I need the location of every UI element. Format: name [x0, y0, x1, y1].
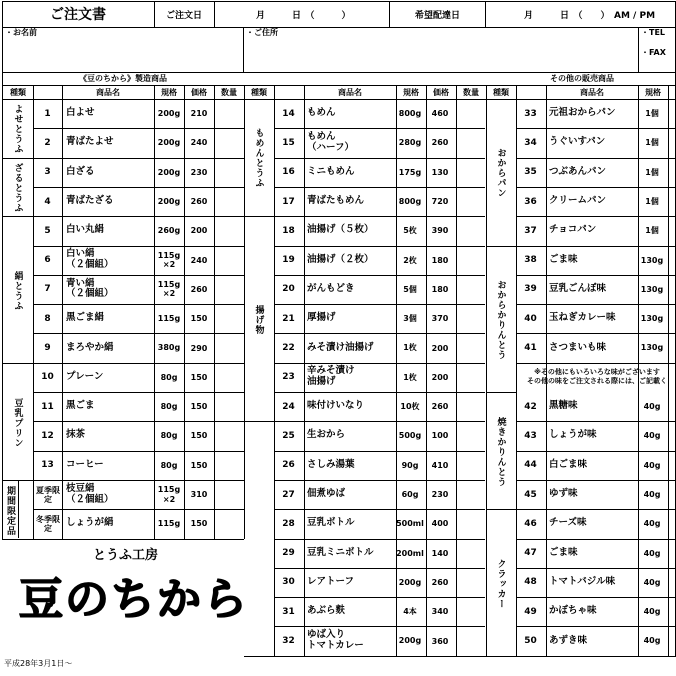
grid-vline: [546, 85, 547, 656]
product-price: 370: [431, 314, 449, 324]
product-spec: 40g: [643, 607, 661, 617]
grid-hline: [2, 539, 244, 540]
product-number: 2: [44, 137, 51, 148]
product-number: 29: [282, 548, 295, 559]
product-spec: 40g: [643, 489, 661, 499]
product-spec: 80g: [160, 460, 178, 470]
section-own-products: 《豆のちから》製造商品: [79, 74, 167, 83]
header-name-3: 商品名: [580, 88, 604, 97]
product-number: 13: [41, 460, 54, 471]
product-spec: 200g: [157, 109, 181, 119]
product-price: 230: [431, 490, 449, 500]
quantity-input[interactable]: [455, 275, 485, 304]
grid-vline: [638, 85, 639, 656]
product-spec: 280g: [398, 138, 422, 148]
product-price: 460: [431, 109, 449, 119]
header-price-2: 価格: [433, 88, 449, 97]
product-number: 1: [44, 108, 51, 119]
product-name: 黒糖味: [549, 400, 578, 412]
product-spec: 4本: [403, 607, 417, 617]
product-name: 黒ごま絹: [66, 312, 105, 324]
product-name: ミニもめん: [307, 165, 355, 177]
grid-vline: [244, 85, 245, 539]
product-spec: 40g: [643, 431, 661, 441]
product-number: 9: [44, 343, 51, 354]
product-number: 7: [44, 284, 51, 295]
product-spec: 2枚: [403, 255, 417, 265]
product-name: 黒ごま: [66, 400, 95, 412]
product-spec: 130g: [640, 284, 664, 294]
product-spec: 40g: [643, 460, 661, 470]
logo: [3, 541, 249, 657]
product-spec: 5枚: [403, 226, 417, 236]
quantity-input[interactable]: [455, 597, 485, 626]
product-spec: 80g: [160, 431, 178, 441]
product-number: 4: [44, 196, 51, 207]
address-field[interactable]: [246, 40, 636, 70]
grid-vline: [426, 85, 427, 656]
header-name: 商品名: [96, 88, 120, 97]
product-spec: 1個: [645, 196, 659, 206]
product-name: ごま味: [549, 546, 578, 558]
product-name: クリームパン: [549, 195, 607, 207]
quantity-input[interactable]: [455, 568, 485, 597]
quantity-input[interactable]: [214, 128, 244, 157]
quantity-input[interactable]: [455, 187, 485, 216]
product-spec: 500g: [398, 431, 422, 441]
header-spec: 規格: [161, 88, 177, 97]
group-okara-pan: おからパン: [495, 148, 506, 198]
product-spec: 200g: [157, 138, 181, 148]
product-price: 340: [431, 607, 449, 617]
product-name: 元祖おからパン: [549, 107, 616, 119]
product-spec: 1枚: [403, 372, 417, 382]
group-divider: [244, 216, 274, 217]
note-line-1: ※その他にもいろいろな味がございます: [534, 368, 660, 376]
section-other-products: その他の販売商品: [550, 74, 614, 83]
product-name: 枝豆絹 （２個組）: [66, 482, 114, 505]
header-name-2: 商品名: [338, 88, 362, 97]
product-number: 14: [282, 108, 295, 119]
product-price: 150: [190, 314, 208, 324]
product-number: 25: [282, 430, 295, 441]
product-name: コーヒー: [66, 458, 104, 470]
quantity-input[interactable]: [214, 480, 244, 509]
quantity-input[interactable]: [455, 128, 485, 157]
product-name: 白い丸絹: [66, 224, 105, 236]
product-number: 3: [44, 167, 51, 178]
address-label: ・ご住所: [246, 28, 278, 37]
product-name: さつまいも味: [549, 341, 607, 353]
group-divider: [33, 509, 62, 510]
product-price: 140: [431, 548, 449, 558]
product-number: 48: [524, 577, 537, 588]
product-name: プレーン: [66, 370, 104, 382]
product-name: みそ漬け油揚げ: [307, 341, 374, 353]
header-price: 価格: [191, 88, 207, 97]
product-name: トマトバジル味: [549, 575, 616, 587]
quantity-input[interactable]: [455, 509, 485, 538]
product-name: あずき味: [549, 634, 588, 646]
product-name: ゆず味: [549, 488, 578, 500]
product-spec: 130g: [640, 314, 664, 324]
product-number: 42: [524, 401, 537, 412]
product-name: しょうが味: [549, 429, 597, 441]
group-winter: 冬季限定: [36, 515, 60, 533]
grid-vline: [516, 85, 517, 656]
quantity-input[interactable]: [455, 216, 485, 245]
product-number: 39: [524, 284, 537, 295]
group-zaru: ざるとうふ: [12, 163, 23, 213]
quantity-input[interactable]: [455, 333, 485, 362]
product-price: 260: [190, 284, 208, 294]
product-spec: 115g ×2: [157, 485, 181, 504]
product-price: 150: [190, 402, 208, 412]
product-number: 40: [524, 313, 537, 324]
quantity-input[interactable]: [214, 158, 244, 187]
product-price: 260: [190, 197, 208, 207]
quantity-input[interactable]: [455, 626, 485, 655]
product-number: 11: [41, 401, 54, 412]
product-name: チョコパン: [549, 224, 597, 236]
product-name: うぐいすパン: [549, 136, 606, 148]
product-price: 410: [431, 460, 449, 470]
group-okara-karinto: おからかりんとう: [495, 280, 506, 360]
product-number: 33: [524, 108, 537, 119]
quantity-input[interactable]: [455, 304, 485, 333]
header-kind-2: 種類: [251, 88, 267, 97]
product-number: 8: [44, 313, 51, 324]
product-name: 青い絹 （２個組）: [66, 277, 114, 300]
product-price: 210: [190, 109, 208, 119]
quantity-input[interactable]: [455, 363, 485, 392]
product-name: 青ばたよせ: [66, 136, 114, 148]
quantity-input[interactable]: [214, 99, 244, 128]
grid-vline: [184, 85, 185, 539]
form-title: ご注文書: [50, 7, 106, 23]
product-price: 260: [431, 402, 449, 412]
product-number: 26: [282, 460, 295, 471]
product-name: 白ごま味: [549, 458, 588, 470]
logo-main: 豆のちから: [19, 574, 249, 625]
product-number: 46: [524, 518, 537, 529]
product-spec: 10枚: [400, 402, 420, 412]
product-name: 味付けいなり: [307, 400, 365, 412]
quantity-input[interactable]: [214, 187, 244, 216]
product-name: かぼちゃ味: [549, 605, 597, 617]
product-name: 豆乳ミニボトル: [307, 546, 374, 558]
product-name: チーズ味: [549, 517, 587, 529]
product-spec: 260g: [157, 226, 181, 236]
product-number: 36: [524, 196, 537, 207]
product-spec: 40g: [643, 548, 661, 558]
product-name: 白ざる: [66, 165, 95, 177]
grid-vline: [396, 85, 397, 656]
product-price: 200: [431, 343, 449, 353]
product-price: 390: [431, 226, 449, 236]
product-spec: 200g: [157, 167, 181, 177]
product-number: 44: [524, 460, 537, 471]
quantity-input[interactable]: [214, 363, 244, 392]
product-price: 180: [431, 284, 449, 294]
group-yose: よせとうふ: [12, 104, 23, 154]
product-name: 豆乳ごんぼ味: [549, 282, 607, 294]
product-name: 油揚げ（５枚）: [307, 224, 374, 236]
quantity-input[interactable]: [214, 392, 244, 421]
grid-hline: [244, 656, 676, 657]
quantity-input[interactable]: [455, 99, 485, 128]
grid-vline: [2, 85, 3, 539]
quantity-input[interactable]: [455, 451, 485, 480]
fax-label: ・FAX: [641, 48, 666, 57]
header-kind: 種類: [10, 88, 26, 97]
product-price: 150: [190, 460, 208, 470]
product-spec: 115g ×2: [157, 280, 181, 299]
product-name: しょうが絹: [66, 517, 114, 529]
quantity-input[interactable]: [455, 480, 485, 509]
delivery-date-label: 希望配達日: [414, 10, 460, 21]
product-number: 19: [282, 255, 295, 266]
product-name: ゆば入り トマトカレー: [307, 629, 364, 652]
quantity-input[interactable]: [214, 333, 244, 362]
product-number: 22: [282, 343, 295, 354]
quantity-input[interactable]: [214, 275, 244, 304]
product-spec: 115g: [157, 314, 181, 324]
product-spec: 200g: [398, 577, 422, 587]
product-name: まろやか絹: [66, 341, 114, 353]
product-spec: 175g: [398, 167, 422, 177]
product-number: 41: [524, 343, 537, 354]
product-number: 15: [282, 137, 295, 148]
product-spec: 3個: [403, 314, 417, 324]
order-date-field[interactable]: 月 日 （ ）: [256, 10, 351, 21]
product-number: 24: [282, 401, 295, 412]
quantity-input[interactable]: [214, 451, 244, 480]
product-name: 白い絹 （２個組）: [66, 248, 114, 271]
product-name: もめん （ハーフ）: [307, 131, 355, 153]
group-cracker: クラッカー: [495, 559, 506, 609]
delivery-date-field[interactable]: 月 日 （ ） AM / PM: [524, 10, 656, 21]
group-divider: [18, 480, 19, 539]
product-price: 150: [190, 372, 208, 382]
product-number: 37: [524, 225, 537, 236]
header-kind-3: 種類: [493, 88, 509, 97]
product-number: 27: [282, 489, 295, 500]
group-kinu: 絹とうふ: [12, 271, 23, 311]
quantity-input[interactable]: [214, 421, 244, 450]
product-spec: 130g: [640, 255, 664, 265]
product-price: 310: [190, 490, 208, 500]
product-spec: 130g: [640, 343, 664, 353]
product-number: 32: [282, 636, 295, 647]
product-price: 230: [190, 167, 208, 177]
product-number: 18: [282, 225, 295, 236]
product-spec: 1枚: [403, 343, 417, 353]
quantity-input[interactable]: [455, 421, 485, 450]
product-name: 佃煮ゆば: [307, 488, 346, 500]
product-price: 400: [431, 519, 449, 529]
product-name: 厚揚げ: [307, 312, 336, 324]
product-price: 360: [431, 636, 449, 646]
product-number: 43: [524, 430, 537, 441]
product-price: 100: [431, 431, 449, 441]
grid-vline: [668, 85, 669, 656]
product-name: あぶら麩: [307, 605, 346, 617]
product-price: 200: [190, 226, 208, 236]
product-price: 240: [190, 255, 208, 265]
product-number: 20: [282, 284, 295, 295]
quantity-input[interactable]: [455, 539, 485, 568]
product-spec: 380g: [157, 343, 181, 353]
product-number: 10: [41, 372, 54, 383]
grid-vline: [304, 85, 305, 656]
product-number: 23: [282, 372, 295, 383]
group-summer: 夏季限定: [36, 486, 60, 504]
product-number: 49: [524, 606, 537, 617]
product-spec: 80g: [160, 402, 178, 412]
product-number: 21: [282, 313, 295, 324]
product-number: 35: [524, 167, 537, 178]
product-name: 青ばたもめん: [307, 195, 365, 207]
product-name: 辛みそ漬け 油揚げ: [307, 365, 355, 388]
product-number: 31: [282, 606, 295, 617]
group-pudding: 豆乳プリン: [12, 398, 23, 448]
product-spec: 40g: [643, 402, 661, 412]
product-spec: 1個: [645, 109, 659, 119]
product-spec: 40g: [643, 636, 661, 646]
product-number: 6: [44, 255, 51, 266]
quantity-input[interactable]: [455, 246, 485, 275]
product-number: 17: [282, 196, 295, 207]
group-divider: [486, 509, 516, 510]
product-number: 47: [524, 548, 537, 559]
grid-vline: [33, 85, 34, 539]
name-field[interactable]: [3, 40, 241, 70]
grid-vline: [214, 85, 215, 539]
quantity-input[interactable]: [214, 304, 244, 333]
product-spec: 1個: [645, 138, 659, 148]
quantity-input[interactable]: [214, 509, 244, 538]
product-price: 260: [431, 138, 449, 148]
product-price: 720: [431, 197, 449, 207]
product-spec: 5個: [403, 284, 417, 294]
grid-vline: [274, 85, 275, 656]
product-spec: 115g: [157, 519, 181, 529]
quantity-input[interactable]: [214, 216, 244, 245]
group-divider: [244, 421, 274, 422]
product-name: 油揚げ（２枚）: [307, 253, 374, 265]
note-line-2: その他の味をご注文される際には、ご記載く: [527, 377, 667, 386]
name-label: ・お名前: [5, 28, 37, 37]
product-name: 生おから: [307, 429, 346, 441]
footer-date: 平成28年3月1日～: [4, 659, 73, 668]
product-price: 200: [431, 372, 449, 382]
product-price: 290: [190, 343, 208, 353]
product-spec: 800g: [398, 109, 422, 119]
product-spec: 115g ×2: [157, 250, 181, 270]
product-number: 34: [524, 137, 537, 148]
product-spec: 200ml: [396, 548, 424, 558]
product-spec: 200g: [157, 196, 181, 206]
header-spec-2: 規格: [403, 88, 419, 97]
product-name: さしみ湯葉: [307, 458, 355, 470]
logo-subtitle: とうふ工房: [93, 548, 159, 563]
tel-label: ・TEL: [641, 28, 666, 37]
quantity-input[interactable]: [214, 246, 244, 275]
product-spec: 80g: [160, 372, 178, 382]
group-divider: [486, 246, 516, 247]
product-price: 180: [431, 255, 449, 265]
product-spec: 40g: [643, 519, 661, 529]
group-divider: [2, 158, 33, 159]
product-spec: 1個: [645, 167, 659, 177]
product-number: 12: [41, 430, 54, 441]
product-number: 45: [524, 489, 537, 500]
grid-vline: [456, 85, 457, 656]
product-name: もめん: [307, 107, 336, 119]
product-name: 白よせ: [66, 107, 95, 119]
product-name: 青ばたざる: [66, 195, 114, 207]
product-number: 50: [524, 636, 537, 647]
group-limited: 期間限定品: [5, 486, 15, 536]
product-spec: 40g: [643, 577, 661, 587]
product-name: レアトーフ: [307, 575, 355, 587]
group-divider: [2, 216, 33, 217]
quantity-input[interactable]: [455, 158, 485, 187]
product-name: 玉ねぎカレー味: [549, 312, 616, 324]
group-age: 揚げ物: [253, 305, 264, 335]
product-number: 38: [524, 255, 537, 266]
product-spec: 60g: [401, 489, 419, 499]
product-name: がんもどき: [307, 282, 355, 294]
grid-vline: [154, 85, 155, 539]
product-number: 30: [282, 577, 295, 588]
header-qty: 数量: [221, 88, 237, 97]
group-yaki-karinto: 焼きかりんとう: [495, 417, 506, 487]
product-price: 150: [190, 431, 208, 441]
product-name: ごま味: [549, 253, 578, 265]
order-date-label: ご注文日: [165, 10, 202, 21]
product-number: 16: [282, 167, 295, 178]
header-spec-3: 規格: [645, 88, 661, 97]
group-divider: [486, 392, 516, 393]
product-name: 豆乳ボトル: [307, 517, 355, 529]
product-number: 28: [282, 518, 295, 529]
product-spec: 90g: [401, 460, 419, 470]
product-spec: 800g: [398, 196, 422, 206]
product-price: 260: [431, 577, 449, 587]
product-price: 240: [190, 138, 208, 148]
product-number: 5: [44, 225, 51, 236]
product-spec: 1個: [645, 226, 659, 236]
product-name: つぶあんパン: [549, 165, 607, 177]
quantity-input[interactable]: [455, 392, 485, 421]
product-price: 130: [431, 167, 449, 177]
row-divider: [516, 363, 676, 364]
grid-vline: [486, 85, 487, 656]
grid-vline: [62, 85, 63, 539]
product-price: 150: [190, 519, 208, 529]
product-name: 抹茶: [66, 429, 86, 441]
product-spec: 500ml: [396, 519, 424, 529]
group-momen: もめんとうふ: [253, 128, 264, 188]
product-spec: 200g: [398, 636, 422, 646]
group-divider: [2, 363, 33, 364]
header-qty-2: 数量: [463, 88, 479, 97]
